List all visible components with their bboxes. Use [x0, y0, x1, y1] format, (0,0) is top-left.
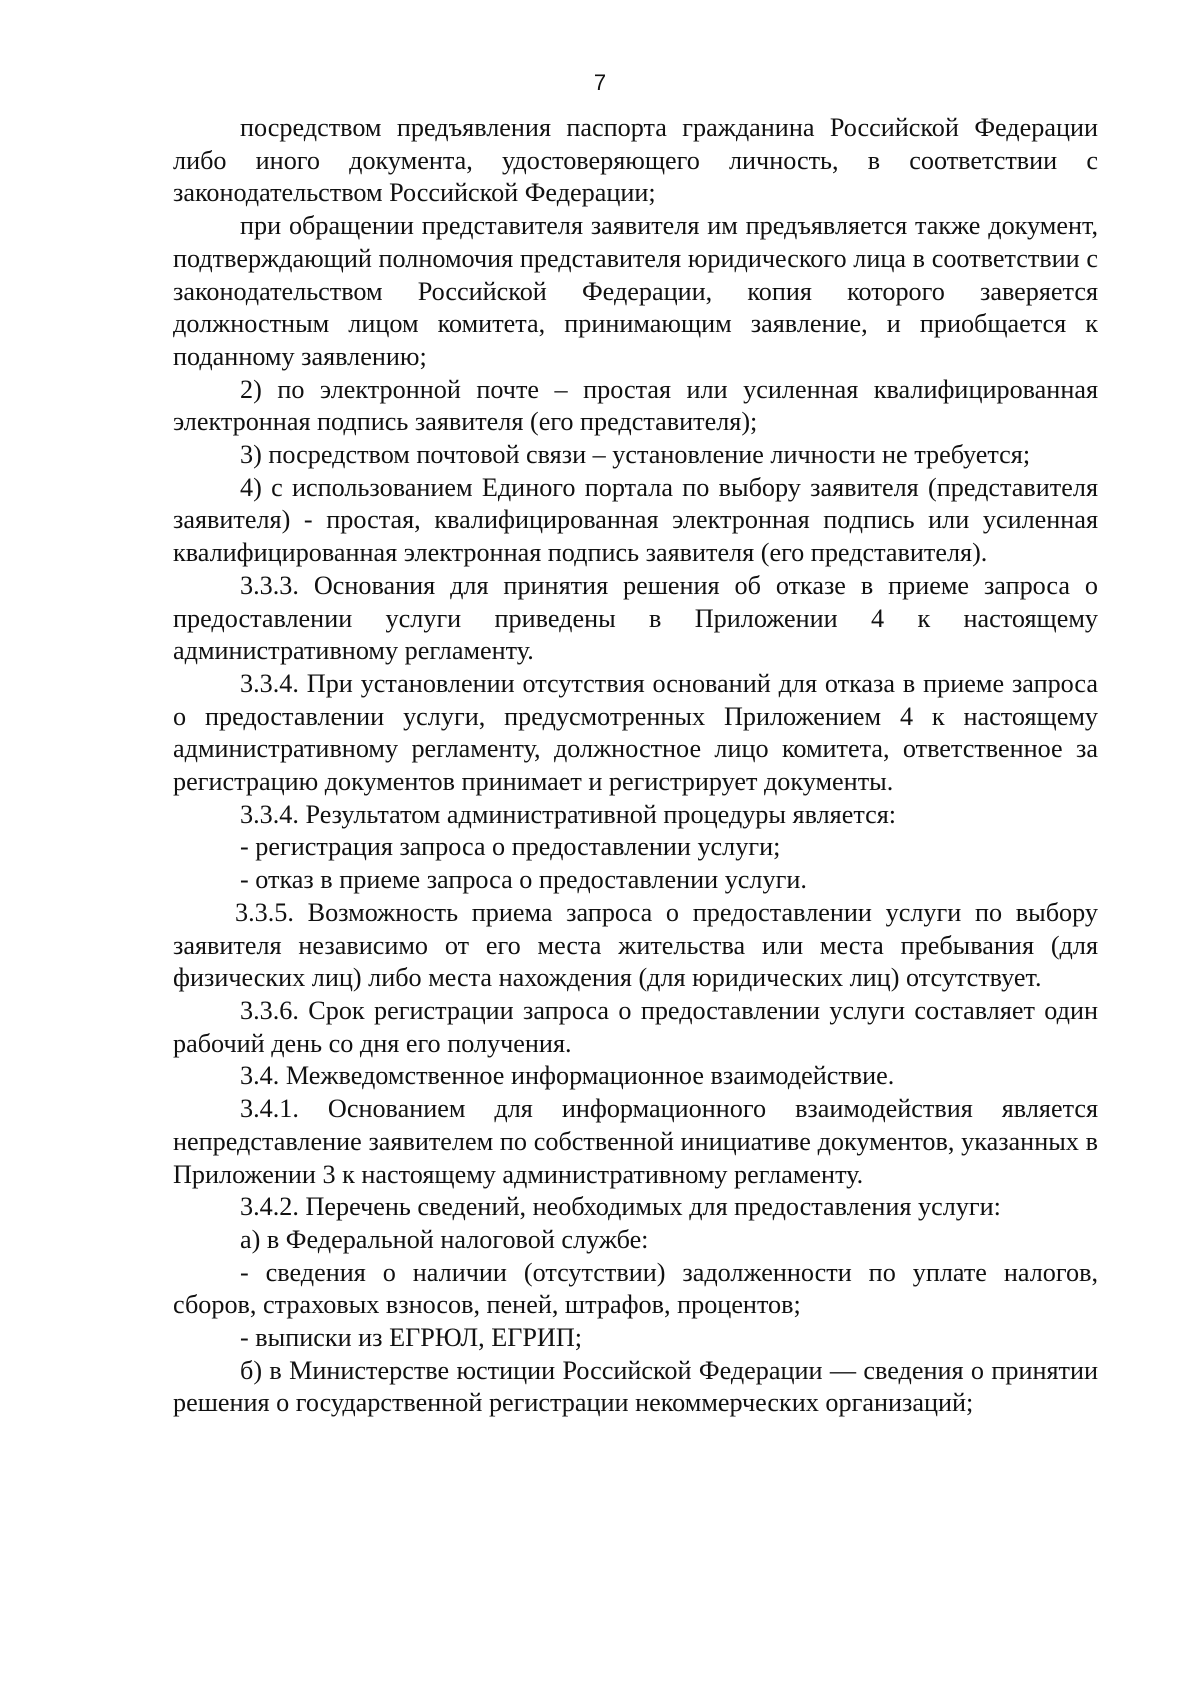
paragraph: 3.3.6. Срок регистрации запроса о предоставлении услуги составляет один рабочий день со дня его получения.	[173, 995, 1098, 1058]
paragraph: 3.4. Межведомственное информационное взаимодействие.	[240, 1061, 895, 1091]
paragraph: - выписки из ЕГРЮЛ, ЕГРИП;	[240, 1323, 583, 1353]
paragraph: 3.3.4. Результатом административной процедуры является:	[240, 799, 897, 829]
document-body	[173, 112, 1098, 1420]
paragraph: 3.3.4. При установлении отсутствия оснований для отказа в приеме запроса о предоставлении услуги, предусмотренных Приложением 4 к настоящему административному регламенту, должностное лицо комитета, ответственное за регистрацию документов принимает и регистрирует документы.	[173, 668, 1098, 797]
paragraph: 2) по электронной почте – простая или усиленная квалифицированная электронная подпись заявителя (его представителя);	[173, 374, 1098, 437]
paragraph: б) в Министерстве юстиции Российской Федерации — сведения о принятии решения о государственной регистрации некоммерческих организаций;	[173, 1355, 1098, 1418]
paragraph: а) в Федеральной налоговой службе:	[240, 1224, 649, 1254]
paragraph: 3) посредством почтовой связи – установление личности не требуется;	[240, 440, 1031, 470]
paragraph: - регистрация запроса о предоставлении услуги;	[240, 832, 781, 862]
paragraph: - отказ в приеме запроса о предоставлении услуги.	[240, 865, 807, 895]
paragraph: - сведения о наличии (отсутствии) задолженности по уплате налогов, сборов, страховых взносов, пеней, штрафов, процентов;	[173, 1257, 1098, 1320]
paragraph: 3.3.5. Возможность приема запроса о предоставлении услуги по выбору заявителя независимо от его места жительства или места пребывания (для физических лиц) либо места нахождения (для юридических лиц) отсутствует.	[173, 897, 1098, 993]
paragraph: 4) с использованием Единого портала по выбору заявителя (представителя заявителя) - простая, квалифицированная электронная подпись или усиленная квалифицированная электронная подпись заявителя (его представителя).	[173, 472, 1098, 568]
paragraph: 3.4.2. Перечень сведений, необходимых для предоставления услуги:	[240, 1192, 1001, 1222]
paragraph: 3.4.1. Основанием для информационного взаимодействия является непредставление заявителем по собственной инициативе документов, указанных в Приложении 3 к настоящему административному регламенту.	[173, 1094, 1098, 1189]
paragraph: посредством предъявления паспорта гражданина Российской Федерации либо иного документа, удостоверяющего личность, в соответствии с законодательством Российской Федерации;	[173, 113, 1098, 208]
paragraph: при обращении представителя заявителя им предъявляется также документ, подтверждающий полномочия представителя юридического лица в соответствии с законодательством Российской Федерации, копия которого заверяется должностным лицом комитета, принимающим заявление, и приобщается к поданному заявлению;	[173, 211, 1098, 371]
page-number: 7	[593, 70, 607, 95]
paragraph: 3.3.3. Основания для принятия решения об отказе в приеме запроса о предоставлении услуги приведены в Приложении 4 к настоящему административному регламенту.	[173, 570, 1098, 666]
